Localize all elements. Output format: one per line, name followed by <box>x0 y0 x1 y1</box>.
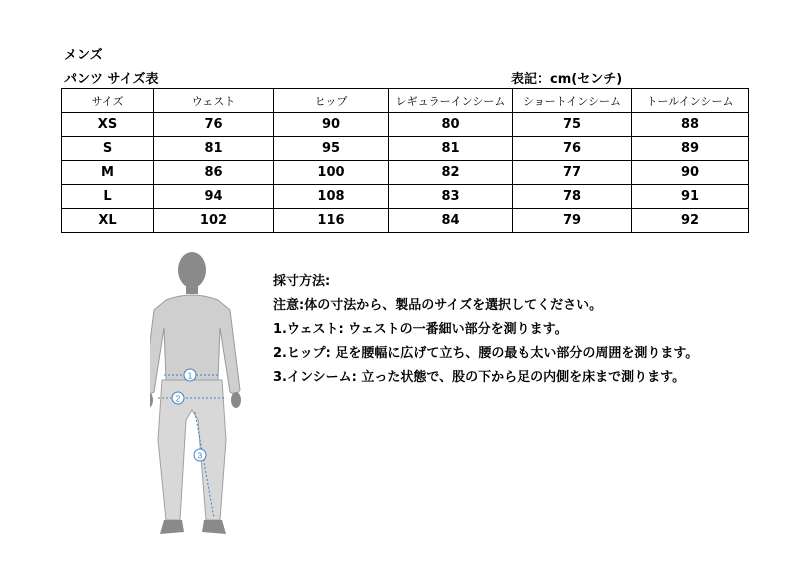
table-cell: 90 <box>632 161 749 185</box>
table-cell: 81 <box>154 137 274 161</box>
table-title: パンツ サイズ表 <box>64 72 159 87</box>
table-row <box>62 161 749 185</box>
table-cell: 78 <box>513 185 632 209</box>
body-measurement-figure <box>150 240 260 550</box>
table-cell: 86 <box>154 161 274 185</box>
measurement-instructions <box>273 270 698 390</box>
size-table <box>61 88 749 233</box>
table-cell: 116 <box>274 209 389 233</box>
table-cell: 77 <box>513 161 632 185</box>
table-cell: 94 <box>154 185 274 209</box>
table-cell: 80 <box>389 113 513 137</box>
table-row <box>62 185 749 209</box>
table-cell: 81 <box>389 137 513 161</box>
marker-2-label: 2 <box>175 394 181 404</box>
table-cell: 90 <box>274 113 389 137</box>
table-cell: S <box>62 137 154 161</box>
table-cell: 102 <box>154 209 274 233</box>
instruction-step: 1.ウェスト: ウェストの一番細い部分を測ります。 <box>273 322 568 337</box>
marker-3-label: 3 <box>197 451 203 461</box>
table-cell: 92 <box>632 209 749 233</box>
table-cell: 89 <box>632 137 749 161</box>
table-cell: 95 <box>274 137 389 161</box>
column-header: サイズ <box>62 89 154 113</box>
table-row <box>62 209 749 233</box>
table-row <box>62 137 749 161</box>
table-cell: 91 <box>632 185 749 209</box>
table-cell: 108 <box>274 185 389 209</box>
marker-1-label: 1 <box>187 371 193 381</box>
table-cell: L <box>62 185 154 209</box>
column-header: ヒップ <box>274 89 389 113</box>
category-label: メンズ <box>64 48 103 63</box>
table-cell: 76 <box>154 113 274 137</box>
table-cell: 79 <box>513 209 632 233</box>
column-header: ショートインシーム <box>513 89 632 113</box>
table-cell: XL <box>62 209 154 233</box>
instructions-heading: 採寸方法: <box>273 274 331 289</box>
table-cell: XS <box>62 113 154 137</box>
unit-note: 表記：cm(センチ) <box>511 72 623 87</box>
table-cell: 75 <box>513 113 632 137</box>
instruction-step: 3.インシーム: 立った状態で、股の下から足の内側を床まで測ります。 <box>273 370 686 385</box>
instructions-note: 注意:体の寸法から、製品のサイズを選択してください。 <box>273 298 603 313</box>
column-header: レギュラーインシーム <box>389 89 513 113</box>
column-header: ウェスト <box>154 89 274 113</box>
table-row <box>62 113 749 137</box>
table-header-row <box>62 89 749 113</box>
column-header: トールインシーム <box>632 89 749 113</box>
figure-head <box>178 252 206 288</box>
table-cell: 88 <box>632 113 749 137</box>
table-cell: 82 <box>389 161 513 185</box>
table-cell: M <box>62 161 154 185</box>
table-cell: 83 <box>389 185 513 209</box>
table-cell: 84 <box>389 209 513 233</box>
instruction-step: 2.ヒップ: 足を腰幅に広げて立ち、腰の最も太い部分の周囲を測ります。 <box>273 346 699 361</box>
table-cell: 76 <box>513 137 632 161</box>
table-cell: 100 <box>274 161 389 185</box>
figure-legs <box>158 380 226 520</box>
